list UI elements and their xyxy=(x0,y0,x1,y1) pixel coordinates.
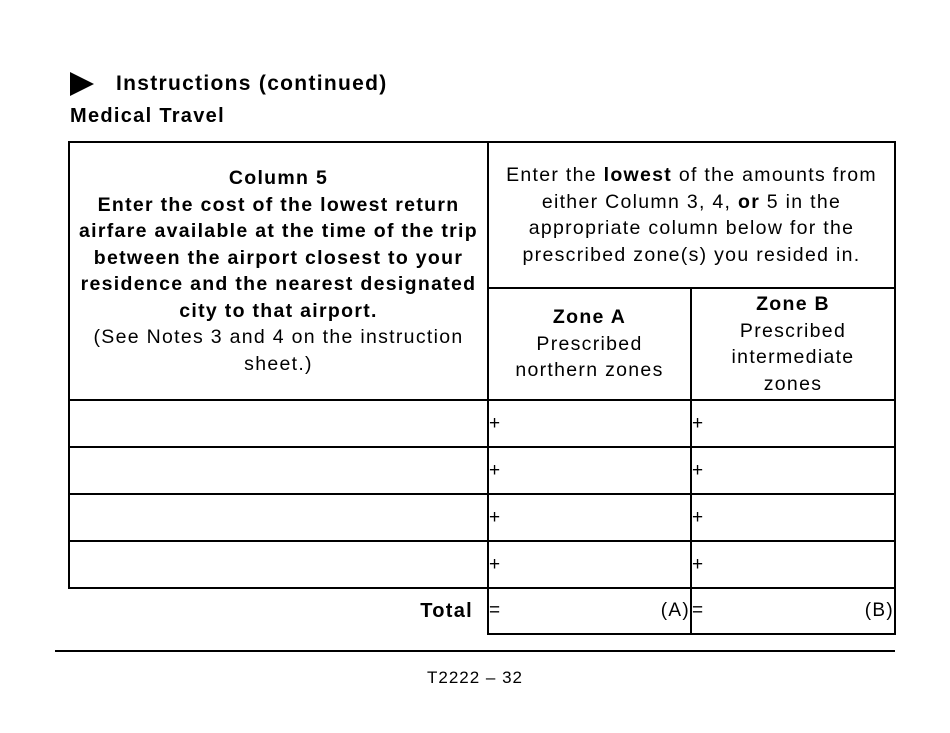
column5-header xyxy=(69,142,488,400)
instruction-text-3: 5 in the appropriate column below for the prescribed zone(s) you resided in. xyxy=(522,190,861,266)
total-zone-b-field[interactable] xyxy=(691,588,895,634)
section-title: Medical Travel xyxy=(70,105,225,127)
medical-travel-table xyxy=(68,141,896,635)
zone-a-amount-field[interactable] xyxy=(488,447,691,494)
column5-amount-field[interactable] xyxy=(69,541,488,588)
column5-amount-field[interactable] xyxy=(69,400,488,447)
zone-a-amount-field[interactable] xyxy=(488,400,691,447)
plus-sign: + xyxy=(692,412,705,434)
table-row xyxy=(69,541,895,588)
total-label: Total xyxy=(420,600,473,622)
table-row xyxy=(69,400,895,447)
column5-amount-field[interactable] xyxy=(69,447,488,494)
table-row xyxy=(69,494,895,541)
instruction-bold-or: or xyxy=(737,190,761,213)
instructions-heading xyxy=(70,70,388,98)
plus-sign: + xyxy=(489,459,502,481)
zone-a-amount-field[interactable] xyxy=(488,494,691,541)
plus-sign: + xyxy=(692,459,705,481)
plus-sign: + xyxy=(489,412,502,434)
zone-b-subtitle: Prescribed intermediate zones xyxy=(731,319,855,395)
total-zone-a-field[interactable] xyxy=(488,588,691,634)
heading-title: Instructions (continued) xyxy=(116,72,388,95)
zone-b-header xyxy=(691,288,895,400)
triangle-right-icon xyxy=(70,72,94,96)
plus-sign: + xyxy=(692,506,705,528)
instruction-text-1: Enter the xyxy=(506,164,604,186)
column5-title: Column 5 xyxy=(228,167,329,189)
total-ref-b: (B) xyxy=(864,600,895,621)
column5-note: (See Notes 3 and 4 on the instruction sheet.) xyxy=(93,326,464,375)
zone-b-title: Zone B xyxy=(756,293,830,315)
lowest-amount-instruction xyxy=(488,142,895,288)
zone-b-amount-field[interactable] xyxy=(691,541,895,588)
zone-b-amount-field[interactable] xyxy=(691,494,895,541)
instruction-text-2: of the amounts from either Column 3, 4, xyxy=(541,164,877,213)
plus-sign: + xyxy=(489,553,502,575)
footer-divider xyxy=(55,650,895,652)
total-ref-a: (A) xyxy=(660,600,690,621)
zone-a-title: Zone A xyxy=(552,306,627,329)
column5-instruction: Enter the cost of the lowest return airfare available at the time of the trip between the airport closest to your residence and the nearest designated city to that airport. xyxy=(79,193,478,322)
plus-sign: + xyxy=(692,553,705,575)
zone-b-amount-field[interactable] xyxy=(691,400,895,447)
page-number: T2222 – 32 xyxy=(426,668,523,687)
total-row xyxy=(69,588,895,634)
plus-sign: + xyxy=(489,506,502,528)
instruction-bold-lowest: lowest xyxy=(603,164,673,186)
table-row xyxy=(69,447,895,494)
equals-sign: = xyxy=(692,600,705,621)
zone-a-amount-field[interactable] xyxy=(488,541,691,588)
zone-a-header xyxy=(488,288,691,400)
zone-b-amount-field[interactable] xyxy=(691,447,895,494)
zone-a-subtitle: Prescribed northern zones xyxy=(515,332,664,382)
equals-sign: = xyxy=(489,600,502,621)
column5-amount-field[interactable] xyxy=(69,494,488,541)
